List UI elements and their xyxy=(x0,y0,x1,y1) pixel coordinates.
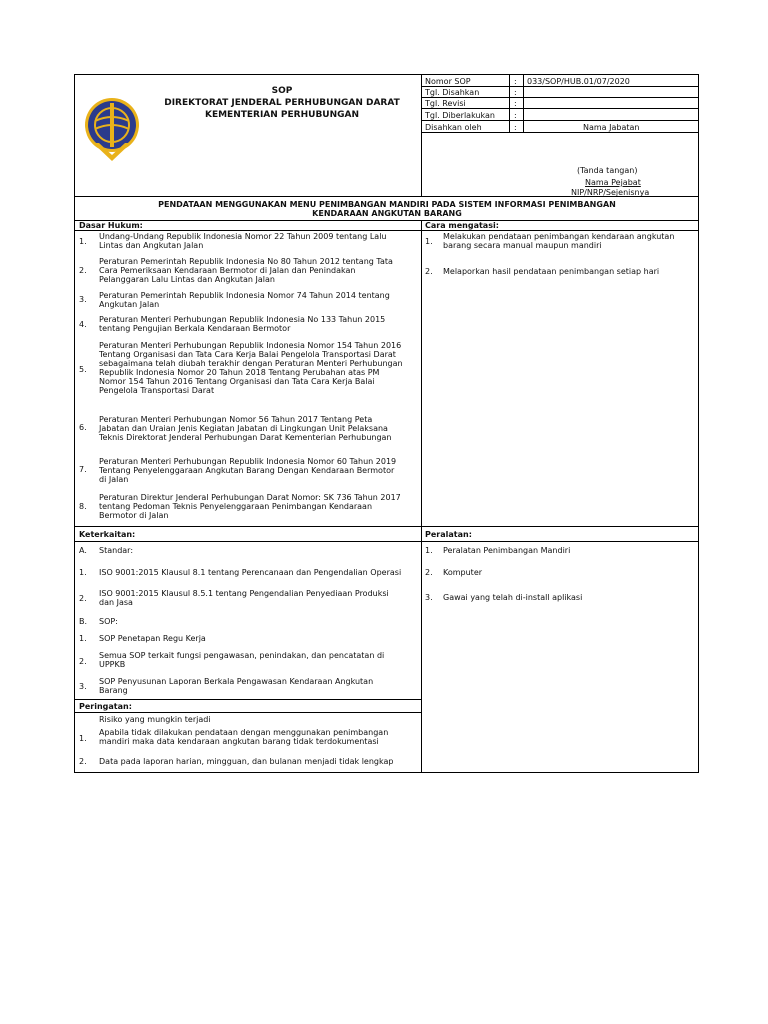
dasar-hukum-heading: Dasar Hukum: xyxy=(79,221,143,230)
meta-label-revisi: Tgl. Revisi xyxy=(425,99,466,108)
keterkaitan-item: SOP Penyusunan Laporan Berkala Pengawasan Kendaraan Angkutan Barang xyxy=(99,677,374,695)
dasar-hukum-item: Peraturan Menteri Perhubungan Republik Indonesia Nomor 60 Tahun 2019 Tentang Penyelenggaraan Angkutan Barang Dengan Kendaraan Bermotor di Jalan xyxy=(99,457,397,484)
title-line-1: SOP xyxy=(271,86,293,96)
header-divider xyxy=(421,75,422,196)
dasar-hukum-item: Peraturan Pemerintah Republik Indonesia No 80 Tahun 2012 tentang Tata Cara Pemeriksaan Kendaraan Bermotor di Jalan dan Penindakan Pelanggaran Lalu Lintas dan Angkutan Jalan xyxy=(99,257,393,284)
dasar-hukum-item: Undang-Undang Republik Indonesia Nomor 22 Tahun 2009 tentang Lalu Lintas dan Angkutan Jalan xyxy=(99,232,387,250)
column-divider xyxy=(421,220,422,773)
keterkaitan-item: SOP: xyxy=(99,617,118,626)
peringatan-item: Apabila tidak dilakukan pendataan dengan menggunakan penimbangan mandiri maka data kendaraan angkutan barang tidak terdokumentasi xyxy=(99,728,389,746)
keterkaitan-item: Semua SOP terkait fungsi pengawasan, penindakan, dan pencatatan di UPPKB xyxy=(99,651,385,669)
meta-value-nomor: 033/SOP/HUB.01/07/2020 xyxy=(527,77,630,86)
cara-mengatasi-item: Melakukan pendataan penimbangan kendaraan angkutan barang secara manual maupun mandiri xyxy=(443,232,675,250)
title-line-2: DIREKTORAT JENDERAL PERHUBUNGAN DARAT xyxy=(164,98,400,108)
dasar-hukum-item: Peraturan Menteri Perhubungan Republik Indonesia Nomor 154 Tahun 2016 Tentang Organisasi dan Tata Cara Kerja Balai Pengelola Transportasi Darat sebagaimana telah diubah terakhir dengan Peraturan Menteri Perhubungan Republik Indonesia Nomor 20 Tahun 2018 Tentang Perubahan atas PM Nomor 154 Tahun 2016 Tentang Organisasi dan Tata Cara Kerja Balai Pengelola Transportasi Darat xyxy=(99,341,403,395)
peringatan-intro: Risiko yang mungkin terjadi xyxy=(99,715,211,724)
cara-mengatasi-heading: Cara mengatasi: xyxy=(425,221,499,230)
meta-label-diberlakukan: Tgl. Diberlakukan xyxy=(425,111,495,120)
keterkaitan-item: ISO 9001:2015 Klausul 8.1 tentang Perencanaan dan Pengendalian Operasi xyxy=(99,568,402,577)
signature-placeholder: (Tanda tangan) xyxy=(577,166,638,175)
peringatan-heading: Peringatan: xyxy=(79,702,132,711)
nama-jabatan: Nama Jabatan xyxy=(583,123,640,132)
cara-mengatasi-item: Melaporkan hasil pendataan penimbangan setiap hari xyxy=(443,267,660,276)
keterkaitan-item: ISO 9001:2015 Klausul 8.5.1 tentang Pengendalian Penyediaan Produksi dan Jasa xyxy=(99,589,389,607)
dasar-hukum-item: Peraturan Menteri Perhubungan Republik Indonesia No 133 Tahun 2015 tentang Pengujian Berkala Kendaraan Bermotor xyxy=(99,315,386,333)
keterkaitan-item: Standar: xyxy=(99,546,134,555)
meta-label-nomor: Nomor SOP xyxy=(425,77,471,86)
keterkaitan-item: SOP Penetapan Regu Kerja xyxy=(99,634,206,643)
nip: NIP/NRP/Sejenisnya xyxy=(571,188,650,197)
dasar-hukum-item: Peraturan Menteri Perhubungan Nomor 56 Tahun 2017 Tentang Peta Jabatan dan Uraian Jenis Kegiatan Jabatan di Lingkungan Unit Pelaksana Teknis Direktorat Jenderal Perhubungan Darat Kementerian Perhubungan xyxy=(99,415,392,442)
peralatan-item: Gawai yang telah di-install aplikasi xyxy=(443,593,583,602)
meta-label-disahkan-oleh: Disahkan oleh xyxy=(425,123,482,132)
sop-document: SOP DIREKTORAT JENDERAL PERHUBUNGAN DARAT KEMENTERIAN PERHUBUNGAN Nomor SOP : 033/SOP/HUB.01/07/2020 Tgl. Disahkan : Tgl. Revisi : Tgl. Diberlakukan : Disahkan oleh : Nama Jabatan (Tanda tangan) Nama Pejabat NIP/NRP/Sejenisnya PENDATAAN MENGGUNAKAN MENU PENIMBANGAN MANDIRI PADA SISTEM INFORMASI PENIMBANGAN KENDARAAN ANGKUTAN BARANG Dasar Hukum: Cara mengatasi: 1. Undang-Undang Republik Indonesia Nomor 22 Tahun 2009 tentang Lalu Lintas dan Angkutan Jalan 2. Peraturan Pemerintah Republik Indonesia No 80 Tahun 2012 tentang Tata Cara Pemeriksaan Kendaraan Bermotor di Jalan dan Penindakan Pelanggaran Lalu Lintas dan Angkutan Jalan 3. Peraturan Pemerintah Republik Indonesia Nomor 74 Tahun 2014 tentang Angkutan Jalan 4. Peraturan Menteri Perhubungan Republik Indonesia No 133 Tahun 2015 tentang Pengujian Berkala Kendaraan Bermotor 5. Peraturan Menteri Perhubungan Republik Indonesia Nomor 154 Tahun 2016 Tentang Organisasi dan Tata Cara Kerja Balai Pengelola Transportasi Darat sebagaimana telah diubah terakhir dengan Peraturan Menteri Perhubungan Republik Indonesia Nomor 20 Tahun 2018 Tentang Perubahan atas PM Nomor 154 Tahun 2016 Tentang Organisasi dan Tata Cara Kerja Balai Pengelola Transportasi Darat 6. Peraturan Menteri Perhubungan Nomor 56 Tahun 2017 Tentang Peta Jabatan dan Uraian Jenis Kegiatan Jabatan di Lingkungan Unit Pelaksana Teknis Direktorat Jenderal Perhubungan Darat Kementerian Perhubungan 7. Peraturan Menteri Perhubungan Republik Indonesia Nomor 60 Tahun 2019 Tentang Penyelenggaraan Angkutan Barang Dengan Kendaraan Bermotor di Jalan 8. Peraturan Direktur Jenderal Perhubungan Darat Nomor: SK 736 Tahun 2017 tentang Pedoman Teknis Penyelenggaraan Penimbangan Kendaraan Bermotor di Jalan 1. Melakukan pendataan penimbangan kendaraan angkutan barang secara manual maupun mandiri 2. Melaporkan hasil pendataan penimbangan setiap hari Keterkaitan: Peralatan: A. Standar: 1. ISO 9001:2015 Klausul 8.1 tentang Perencanaan dan Pengendalian Operasi 2. ISO 9001:2015 Klausul 8.5.1 tentang Pengendalian Penyediaan Produksi dan Jasa B. SOP: 1. SOP Penetapan Regu Kerja 2. Semua SOP terkait fungsi pengawasan, penindakan, dan pencatatan di UPPKB 3. SOP Penyusunan Laporan Berkala Pengawasan Kendaraan Angkutan Barang 1. Peralatan Penimbangan Mandiri 2. Komputer 3. Gawai yang telah di-install aplikasi Peringatan: Risiko yang mungkin terjadi 1. Apabila tidak dilakukan pendataan dengan menggunakan penimbangan mandiri maka data kendaraan angkutan barang tidak terdokumentasi 2. Data pada laporan harian, mingguan, dan bulanan menjadi tidak lengkap xyxy=(74,74,699,773)
peralatan-item: Peralatan Penimbangan Mandiri xyxy=(443,546,571,555)
dasar-hukum-item: Peraturan Pemerintah Republik Indonesia Nomor 74 Tahun 2014 tentang Angkutan Jalan xyxy=(99,291,390,309)
peralatan-heading: Peralatan: xyxy=(425,530,472,539)
dasar-hukum-item: Peraturan Direktur Jenderal Perhubungan Darat Nomor: SK 736 Tahun 2017 tentang Pedoman Teknis Penyelenggaraan Penimbangan Kendaraan Bermotor di Jalan xyxy=(99,493,401,520)
kemenhub-logo-icon xyxy=(79,91,145,167)
peringatan-item: Data pada laporan harian, mingguan, dan bulanan menjadi tidak lengkap xyxy=(99,757,394,766)
title-line-3: KEMENTERIAN PERHUBUNGAN xyxy=(204,110,360,120)
peralatan-item: Komputer xyxy=(443,568,483,577)
meta-label-disahkan: Tgl. Disahkan xyxy=(425,88,480,97)
sop-title: PENDATAAN MENGGUNAKAN MENU PENIMBANGAN MANDIRI PADA SISTEM INFORMASI PENIMBANGAN KENDARAAN ANGKUTAN BARANG xyxy=(158,200,616,218)
keterkaitan-heading: Keterkaitan: xyxy=(79,530,136,539)
nama-pejabat: Nama Pejabat xyxy=(585,178,641,187)
sop-header-title xyxy=(147,85,417,121)
